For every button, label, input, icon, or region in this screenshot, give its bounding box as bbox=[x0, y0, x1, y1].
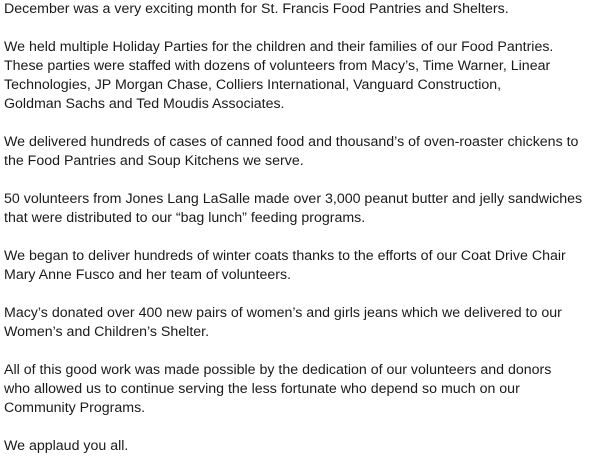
text-line: We delivered hundreds of cases of canned food and thousand’s of oven-roaster chickens to bbox=[4, 134, 579, 150]
paragraph-sandwiches bbox=[4, 190, 598, 228]
text-line: We applaud you all. bbox=[4, 438, 129, 454]
text-line: Women’s and Children’s Shelter. bbox=[4, 324, 210, 340]
text-line: All of this good work was made possible by the dedication of our volunteers and donors bbox=[4, 362, 552, 378]
text-line: We began to deliver hundreds of winter coats thanks to the efforts of our Coat Drive Chair bbox=[4, 248, 566, 264]
text-line: who allowed us to continue serving the less fortunate who depend so much on our bbox=[4, 381, 520, 397]
text-line: that were distributed to our “bag lunch” feeding programs. bbox=[4, 210, 366, 226]
text-line: the Food Pantries and Soup Kitchens we serve. bbox=[4, 153, 304, 169]
text-line: Community Programs. bbox=[4, 400, 146, 416]
paragraph-jeans-donation bbox=[4, 304, 598, 342]
paragraph-thanks-volunteers bbox=[4, 361, 598, 418]
text-line: Macy’s donated over 400 new pairs of women’s and girls jeans which we delivered to our bbox=[4, 305, 562, 321]
text-line: Technologies, JP Morgan Chase, Colliers International, Vanguard Construction, bbox=[4, 77, 502, 93]
text-line: Mary Anne Fusco and her team of volunteers. bbox=[4, 267, 292, 283]
text-line: Goldman Sachs and Ted Moudis Associates. bbox=[4, 96, 285, 112]
text-line: We held multiple Holiday Parties for the children and their families of our Food Pantries. bbox=[4, 39, 554, 55]
text-line: 50 volunteers from Jones Lang LaSalle made over 3,000 peanut butter and jelly sandwiches bbox=[4, 191, 583, 207]
text-line: December was a very exciting month for St. Francis Food Pantries and Shelters. bbox=[4, 1, 509, 17]
paragraph-holiday-parties bbox=[4, 38, 598, 114]
paragraph-food-delivery bbox=[4, 133, 598, 171]
paragraph-coat-drive bbox=[4, 247, 598, 285]
text-line: These parties were staffed with dozens of volunteers from Macy’s, Time Warner, Linear bbox=[4, 58, 551, 74]
letter-body bbox=[4, 0, 598, 475]
paragraph-intro bbox=[4, 0, 598, 19]
